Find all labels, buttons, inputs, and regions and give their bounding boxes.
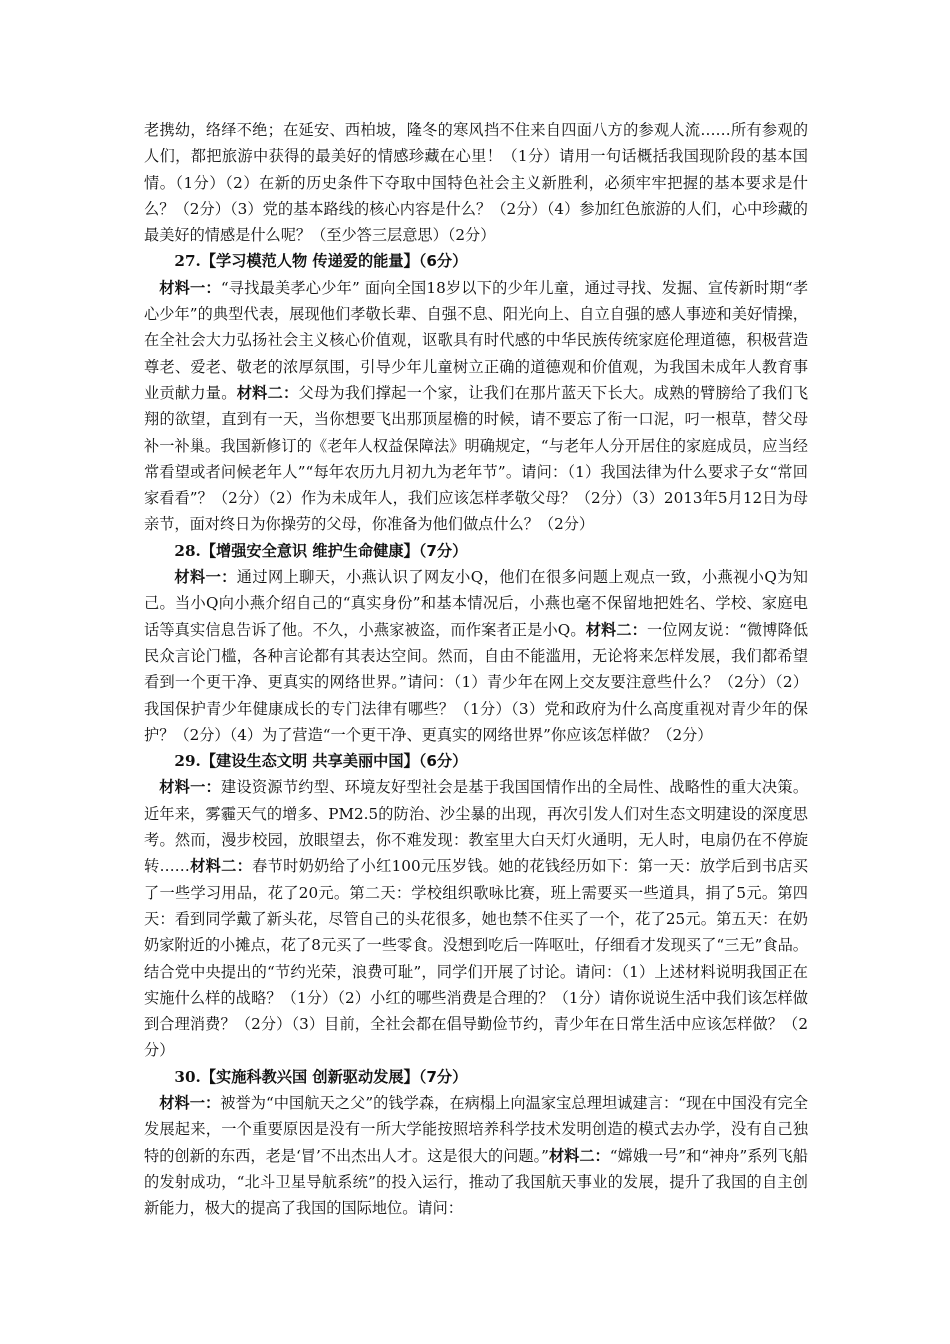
question-29-body: [144, 774, 808, 1063]
question-30-title: 【实施科教兴国 创新驱动发展】（7分）: [200, 1067, 468, 1086]
question-30-body: [144, 1090, 808, 1221]
question-30-heading: [144, 1064, 808, 1090]
q27-material-2-label: 材料二：: [236, 383, 299, 402]
q28-material-2-text: 一位网友说：“微博降低民众言论门槛，各种言论都有其表达空间。然而，自由不能滥用，无论将来怎样发展，我们都希望看到一个更干净、更真实的网络世界。”请问：（1）青少年在网上交友要注意些什么？（2分）（2）我国保护青少年健康成长的专门法律有哪些？（1分）（3）党和政府为什么高度重视对青少年的保护？（2分）（4）为了营造“一个更干净、更真实的网络世界”你应该怎样做？（2分）: [144, 620, 809, 744]
question-27-number: 27.: [174, 252, 201, 271]
q29-material-1-label: 材料一：: [159, 778, 222, 797]
question-28-heading: [144, 538, 808, 564]
q30-material-2-text: “嫦娥一号”和“神舟”系列飞船的发射成功，“北斗卫星导航系统”的投入运行，推动了我国航天事业的发展，提升了我国的自主创新能力，极大的提高了我国的国际地位。请问：: [144, 1146, 808, 1218]
question-28-title: 【增强安全意识 维护生命健康】（7分）: [200, 541, 468, 560]
question-28-body: [144, 564, 808, 748]
q30-material-1-text: 被誉为“中国航天之父”的钱学森，在病榻上向温家宝总理坦诚建言：“现在中国没有完全发展起来，一个重要原因是没有一所大学能按照培养科学技术发明创造的模式去办学，没有自己独特的创新的东西，老是‘冒’不出杰出人才。这是很大的问题。”: [144, 1093, 808, 1165]
q30-material-1-label: 材料一：: [159, 1093, 221, 1112]
q28-material-1-label: 材料一：: [174, 568, 237, 587]
question-27-body: [144, 275, 808, 538]
question-30-number: 30.: [174, 1067, 201, 1086]
q27-material-1-label: 材料一：: [159, 278, 221, 297]
question-29-heading: [144, 748, 808, 774]
q27-material-1-text: “寻找最美孝心少年” 面向全国18岁以下的少年儿童，通过寻找、发掘、宣传新时期“孝心少年”的典型代表，展现他们孝敬长辈、自强不息、阳光向上、自立自强的感人事迹和美好情操，在全社会大力弘扬社会主义核心价值观，讴歌具有时代感的中华民族传统家庭伦理道德，积极营造尊老、爱老、敬老的浓厚氛围，引导少年儿童树立正确的道德观和价值观，为我国未成年人教育事业贡献力量。: [144, 278, 809, 402]
question-27-title: 【学习模范人物 传递爱的能量】（6分）: [200, 252, 468, 271]
q28-material-1-text: 通过网上聊天，小燕认识了网友小Q，他们在很多问题上观点一致，小燕视小Q为知己。当小Q向小燕介绍自己的“真实身份”和基本情况后，小燕也毫不保留地把姓名、学校、家庭电话等真实信息告诉了他。不久，小燕家被盗，而作案者正是小Q。: [144, 568, 808, 639]
document-page: [144, 117, 808, 1221]
question-29-number: 29.: [174, 752, 201, 771]
question-29-title: 【建设生态文明 共享美丽中国】（6分）: [200, 752, 468, 771]
q29-material-2-label: 材料二：: [189, 857, 253, 876]
q27-material-2-text: 父母为我们撑起一个家，让我们在那片蓝天下长大。成熟的臂膀给了我们飞翔的欲望，直到有一天，当你想要飞出那顶屋檐的时候，请不要忘了衔一口泥，叼一根草，替父母补一补巢。我国新修订的《老年人权益保障法》明确规定，“与老年人分开居住的家庭成员，应当经常看望或者问候老年人”“每年农历九月初九为老年节”。请问：（1）我国法律为什么要求子女“常回家看看”？（2分）（2）作为未成年人，我们应该怎样孝敬父母？（2分）（3）2013年5月12日为母亲节，面对终日为你操劳的父母，你准备为他们做点什么？（2分）: [144, 383, 809, 534]
q28-material-2-label: 材料二：: [585, 620, 647, 639]
question-26-tail: 老携幼，络绎不绝；在延安、西柏坡，隆冬的寒风挡不住来自四面八方的参观人流……所有参观的人们，都把旅游中获得的最美好的情感珍藏在心里！（1分）请用一句话概括我国现阶段的基本国情。（1分）（2）在新的历史条件下夺取中国特色社会主义新胜利，必须牢牢把握的基本要求是什么？（2分）（3）党的基本路线的核心内容是什么？（2分）（4）参加红色旅游的人们，心中珍藏的最美好的情感是什么呢？（至少答三层意思）（2分）: [144, 121, 808, 245]
question-28-number: 28.: [174, 541, 201, 560]
question-27-heading: [144, 248, 808, 274]
q29-material-1-text: 建设资源节约型、环境友好型社会是基于我国国情作出的全局性、战略性的重大决策。近年来，雾霾天气的增多、PM2.5的防治、沙尘暴的出现，再次引发人们对生态文明建设的深度思考。然而，漫步校园，放眼望去，你不难发现：教室里大白天灯火通明，无人时，电扇仍在不停旋转……: [144, 778, 809, 876]
q30-material-2-label: 材料二：: [548, 1146, 610, 1165]
q29-material-2-text: 春节时奶奶给了小红100元压岁钱。她的花钱经历如下：第一天：放学后到书店买了一些学习用品，花了20元。第二天：学校组织歌咏比赛，班上需要买一些道具，捐了5元。第四天：看到同学戴了新头花，尽管自己的头花很多，她也禁不住买了一个，花了25元。第五天：在奶奶家附近的小摊点，花了8元买了一些零食。没想到吃后一阵呕吐，仔细看才发现买了“三无”食品。结合党中央提出的“节约光荣，浪费可耻”，同学们开展了讨论。请问：（1）上述材料说明我国正在实施什么样的战略？（1分）（2）小红的哪些消费是合理的？（1分）请你说说生活中我们该怎样做到合理消费？（2分）（3）目前，全社会都在倡导勤俭节约，青少年在日常生活中应该怎样做？（2分）: [144, 857, 809, 1060]
